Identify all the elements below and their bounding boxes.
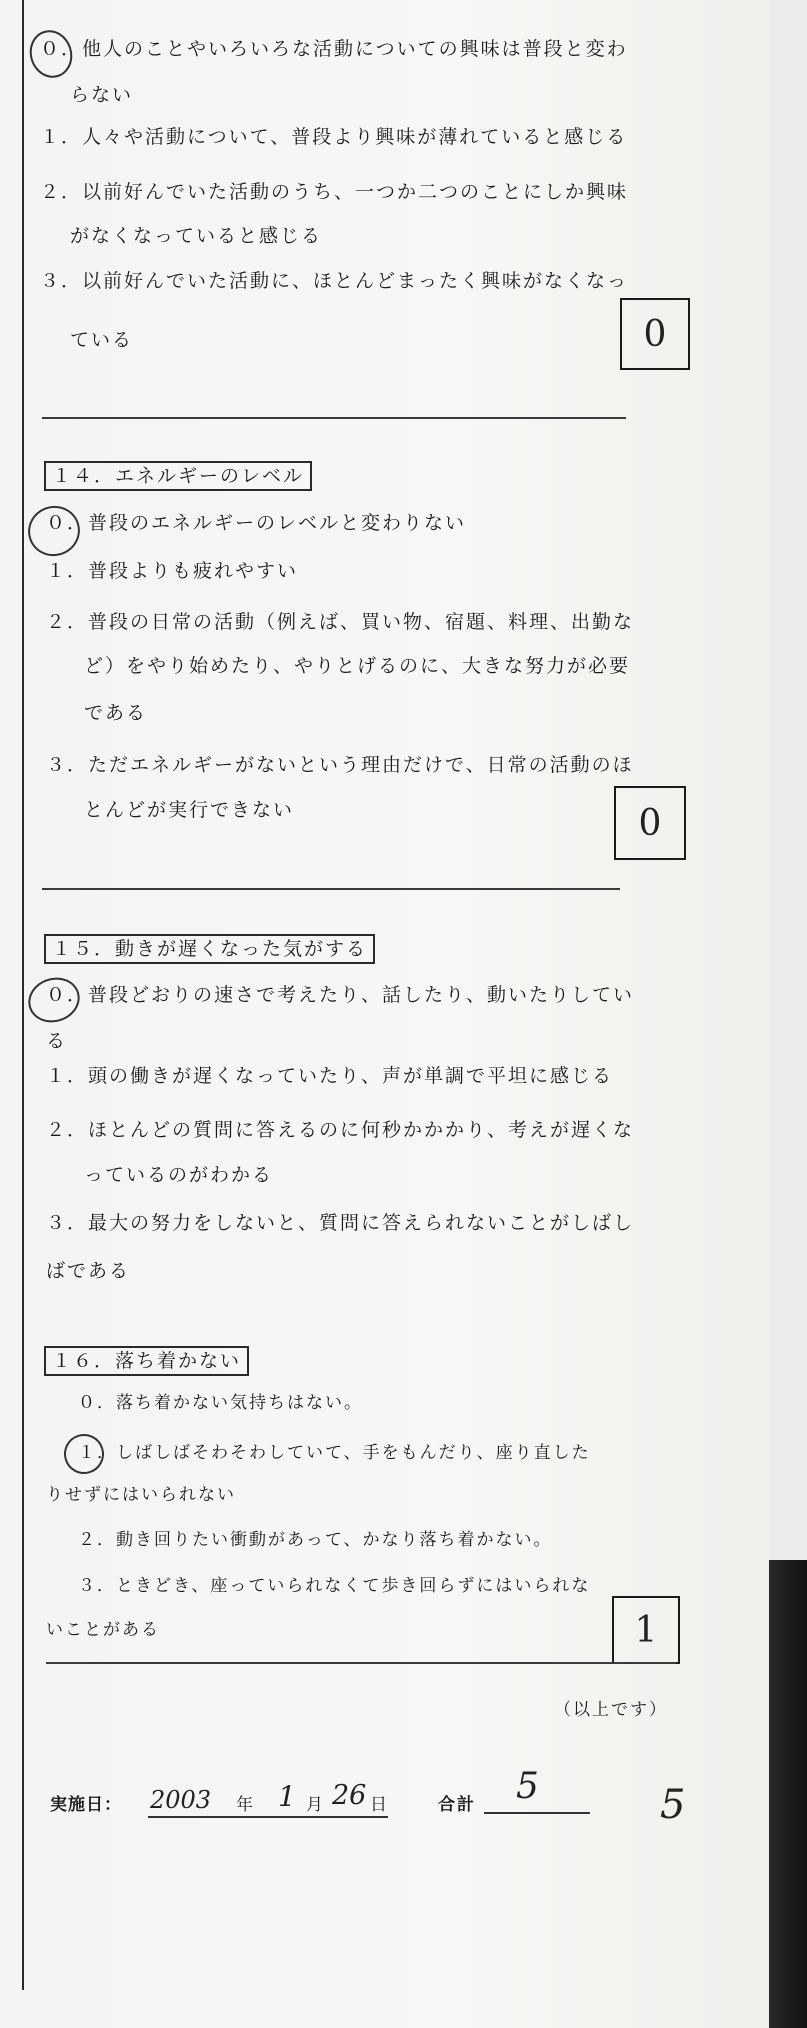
- option-line: ３．以前好んでいた活動に、ほとんどまったく興味がなくなっ: [40, 270, 629, 292]
- option-line: ２．ほとんどの質問に答えるのに何秒かかかり、考えが遅くな: [46, 1119, 635, 1141]
- option-line: ３．ときどき、座っていられなくて歩き回らずにはいられな: [78, 1576, 591, 1596]
- option-line: っているのがわかる: [84, 1164, 274, 1186]
- total-label: 合計: [438, 1795, 476, 1815]
- option-line: りせずにはいられない: [46, 1485, 236, 1505]
- section-divider: [42, 417, 626, 419]
- option-line: ２．以前好んでいた活動のうち、一つか二つのことにしか興味: [40, 181, 629, 203]
- year-unit: 年: [236, 1795, 255, 1815]
- option-line: ０．普段どおりの速さで考えたり、話したり、動いたりしてい: [46, 984, 635, 1006]
- option-line: ２．普段の日常の活動（例えば、買い物、宿題、料理、出勤な: [46, 611, 635, 633]
- option-line: である: [84, 702, 148, 724]
- score-value: 0: [643, 313, 667, 355]
- binder-edge: [769, 1560, 807, 2028]
- total-value: 5: [516, 1766, 539, 1807]
- section-title: １４．エネルギーのレベル: [44, 461, 312, 491]
- option-line: らない: [70, 84, 134, 106]
- option-line: １．頭の働きが遅くなっていたり、声が単調で平坦に感じる: [46, 1065, 614, 1087]
- section-divider: [46, 1662, 676, 1664]
- total-underline: [484, 1812, 590, 1814]
- option-line: ばである: [46, 1260, 131, 1282]
- date-label: 実施日：: [50, 1795, 122, 1815]
- option-line: ど）をやり始めたり、やりとげるのに、大きな努力が必要: [84, 655, 631, 677]
- margin-total-mark: 5: [660, 1782, 686, 1828]
- option-line: いことがある: [46, 1620, 160, 1640]
- section-title: １６．落ち着かない: [44, 1346, 249, 1376]
- year-value: 2003: [150, 1786, 212, 1814]
- month-unit: 月: [306, 1795, 325, 1815]
- section-divider: [42, 888, 620, 890]
- day-value: 26: [332, 1780, 367, 1811]
- option-line: １．普段よりも疲れやすい: [46, 560, 299, 582]
- option-line: １．しばしばそわそわしていて、手をもんだり、座り直した: [78, 1443, 591, 1463]
- date-underline: [148, 1816, 388, 1818]
- month-value: 1: [278, 1780, 296, 1813]
- score-box: [620, 298, 690, 370]
- left-margin-line: [22, 0, 24, 1990]
- option-line: とんどが実行できない: [84, 799, 295, 821]
- option-line: ３．最大の努力をしないと、質問に答えられないことがしばし: [46, 1212, 635, 1234]
- option-line: １．人々や活動について、普段より興味が薄れていると感じる: [40, 126, 628, 148]
- option-line: がなくなっていると感じる: [70, 225, 323, 247]
- score-box: [612, 1596, 680, 1664]
- option-line: ２．動き回りたい衝動があって、かなり落ち着かない。: [78, 1530, 553, 1550]
- option-line: る: [46, 1030, 68, 1052]
- option-line: ている: [70, 329, 134, 351]
- option-line: ３．ただエネルギーがないという理由だけで、日常の活動のほ: [46, 754, 634, 776]
- section-title: １５．動きが遅くなった気がする: [44, 934, 375, 964]
- option-line: ０．落ち着かない気持ちはない。: [78, 1393, 363, 1413]
- end-note: （以上です）: [554, 1700, 668, 1720]
- score-value: 0: [638, 802, 662, 844]
- option-line: ０．普段のエネルギーのレベルと変わりない: [46, 512, 467, 534]
- score-value: 1: [634, 1609, 658, 1651]
- score-box: [614, 786, 686, 860]
- option-line: ０．他人のことやいろいろな活動についての興味は普段と変わ: [40, 38, 628, 60]
- day-unit: 日: [370, 1795, 389, 1815]
